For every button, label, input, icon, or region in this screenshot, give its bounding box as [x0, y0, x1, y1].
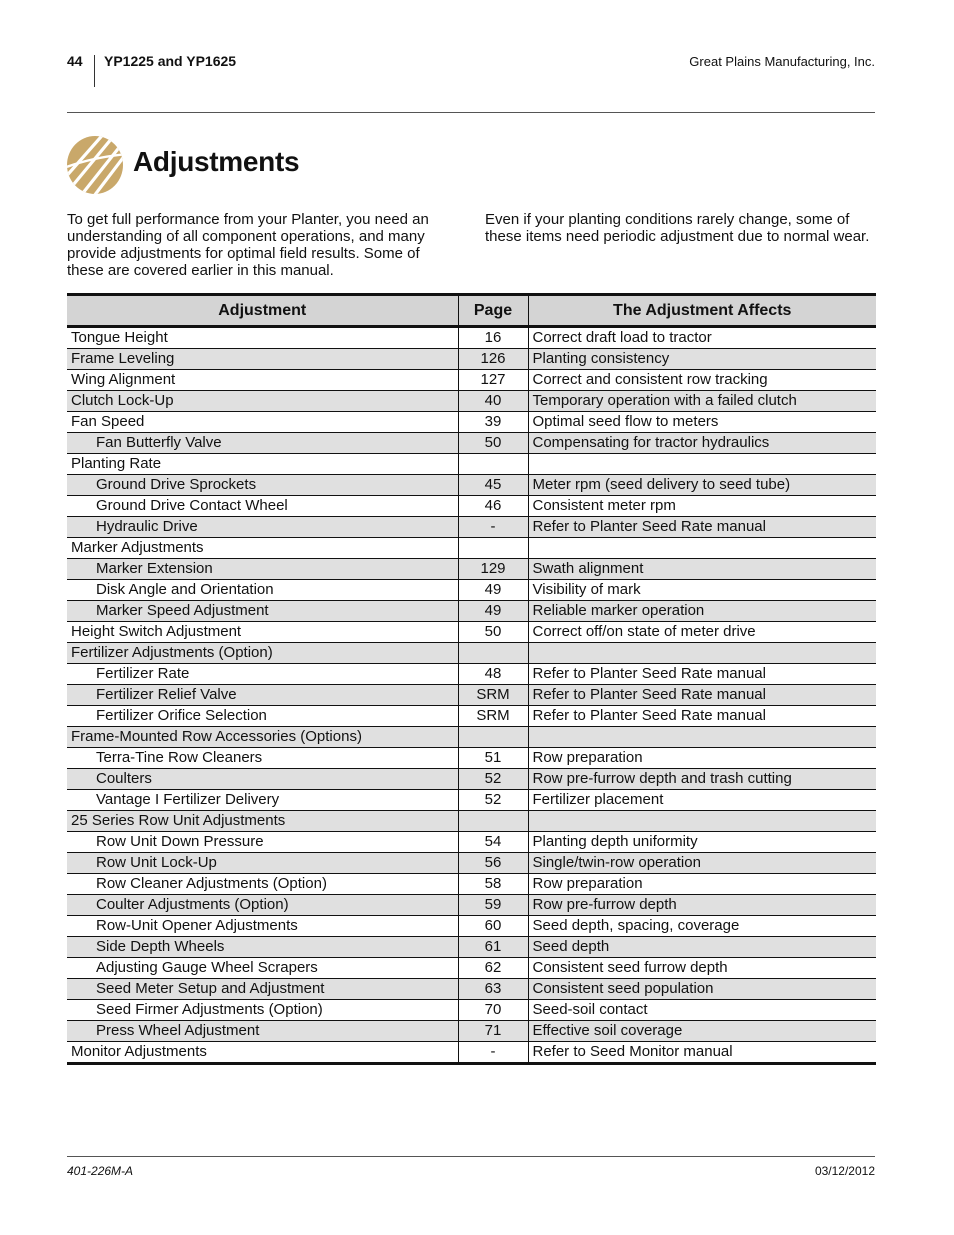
intro-right-paragraph: Even if your planting conditions rarely change, some of these items need periodic adjustment due to normal wear. — [485, 211, 870, 245]
page-cell: 60 — [458, 916, 528, 937]
column-header-affects: The Adjustment Affects — [528, 295, 876, 327]
column-header-page: Page — [458, 295, 528, 327]
affects-cell — [528, 727, 876, 748]
affects-cell: Row preparation — [528, 874, 876, 895]
page-cell: 63 — [458, 979, 528, 1000]
adjustment-cell: Disk Angle and Orientation — [67, 580, 458, 601]
table-row — [67, 454, 876, 475]
page-cell: 52 — [458, 769, 528, 790]
page-cell: 45 — [458, 475, 528, 496]
affects-cell: Reliable marker operation — [528, 601, 876, 622]
affects-cell: Seed-soil contact — [528, 1000, 876, 1021]
adjustment-cell: Row Unit Down Pressure — [67, 832, 458, 853]
affects-cell: Consistent meter rpm — [528, 496, 876, 517]
page-cell: 49 — [458, 580, 528, 601]
intro-left-paragraph: To get full performance from your Planter, you need an understanding of all component operations, and many provide adjustments for optimal field results. Some of these are covered earlier in this manual. — [67, 211, 429, 279]
table-row — [67, 496, 876, 517]
page-cell: 59 — [458, 895, 528, 916]
page-cell: 49 — [458, 601, 528, 622]
table-row — [67, 811, 876, 832]
table-row — [67, 748, 876, 769]
affects-cell — [528, 811, 876, 832]
adjustment-cell: Ground Drive Sprockets — [67, 475, 458, 496]
table-header-row — [67, 295, 876, 327]
footer-rule — [67, 1156, 875, 1157]
affects-cell: Single/twin-row operation — [528, 853, 876, 874]
adjustment-cell: Side Depth Wheels — [67, 937, 458, 958]
header-separator — [94, 55, 95, 87]
column-header-adjustment: Adjustment — [67, 295, 458, 327]
page-cell: 48 — [458, 664, 528, 685]
affects-cell: Correct off/on state of meter drive — [528, 622, 876, 643]
adjustment-cell: Coulter Adjustments (Option) — [67, 895, 458, 916]
adjustment-cell: Hydraulic Drive — [67, 517, 458, 538]
adjustment-cell: Wing Alignment — [67, 370, 458, 391]
adjustment-cell: Height Switch Adjustment — [67, 622, 458, 643]
adjustment-cell: Seed Meter Setup and Adjustment — [67, 979, 458, 1000]
table-row — [67, 349, 876, 370]
adjustment-cell: Clutch Lock-Up — [67, 391, 458, 412]
adjustment-cell: Frame Leveling — [67, 349, 458, 370]
affects-cell — [528, 538, 876, 559]
page-cell — [458, 643, 528, 664]
affects-cell: Planting depth uniformity — [528, 832, 876, 853]
adjustment-cell: Fertilizer Orifice Selection — [67, 706, 458, 727]
table-row — [67, 832, 876, 853]
affects-cell: Row pre-furrow depth — [528, 895, 876, 916]
affects-cell: Optimal seed flow to meters — [528, 412, 876, 433]
page-cell: 126 — [458, 349, 528, 370]
adjustment-cell: Marker Extension — [67, 559, 458, 580]
page-cell — [458, 727, 528, 748]
adjustment-cell: Row-Unit Opener Adjustments — [67, 916, 458, 937]
page-cell — [458, 454, 528, 475]
affects-cell: Swath alignment — [528, 559, 876, 580]
table-row — [67, 874, 876, 895]
table-row — [67, 643, 876, 664]
affects-cell — [528, 643, 876, 664]
table-row — [67, 622, 876, 643]
page-cell: 50 — [458, 622, 528, 643]
adjustments-table — [67, 293, 876, 1065]
table-row — [67, 370, 876, 391]
table-row — [67, 727, 876, 748]
affects-cell: Seed depth — [528, 937, 876, 958]
adjustment-cell: Row Cleaner Adjustments (Option) — [67, 874, 458, 895]
table-row — [67, 769, 876, 790]
affects-cell: Correct and consistent row tracking — [528, 370, 876, 391]
page-cell: 51 — [458, 748, 528, 769]
page-cell: 39 — [458, 412, 528, 433]
page-cell: 56 — [458, 853, 528, 874]
table-row — [67, 601, 876, 622]
page-cell: 129 — [458, 559, 528, 580]
table-row — [67, 706, 876, 727]
affects-cell: Seed depth, spacing, coverage — [528, 916, 876, 937]
adjustment-cell: Marker Speed Adjustment — [67, 601, 458, 622]
page-cell: 46 — [458, 496, 528, 517]
table-row — [67, 580, 876, 601]
adjustment-cell: Tongue Height — [71, 329, 168, 346]
affects-cell: Consistent seed population — [528, 979, 876, 1000]
page-cell — [458, 811, 528, 832]
page-cell: 50 — [458, 433, 528, 454]
page-cell: 70 — [458, 1000, 528, 1021]
table-row — [67, 1021, 876, 1042]
page-cell: 54 — [458, 832, 528, 853]
table-row — [67, 895, 876, 916]
page-number: 44 — [67, 53, 83, 69]
adjustment-cell: 25 Series Row Unit Adjustments — [67, 811, 458, 832]
affects-cell: Visibility of mark — [528, 580, 876, 601]
table-row — [67, 979, 876, 1000]
affects-cell: Consistent seed furrow depth — [528, 958, 876, 979]
great-plains-logo-icon — [67, 136, 123, 194]
table-row — [67, 1042, 876, 1064]
page-cell: 71 — [458, 1021, 528, 1042]
adjustment-cell: Adjusting Gauge Wheel Scrapers — [67, 958, 458, 979]
page-cell: 58 — [458, 874, 528, 895]
page-cell — [458, 538, 528, 559]
adjustment-cell: Fan Speed — [67, 412, 458, 433]
document-date: 03/12/2012 — [814, 1164, 875, 1178]
page-cell: SRM — [458, 685, 528, 706]
page-cell: 16 — [458, 327, 528, 349]
affects-cell: Refer to Planter Seed Rate manual — [528, 685, 876, 706]
adjustment-cell: Row Unit Lock-Up — [67, 853, 458, 874]
page-cell: 52 — [458, 790, 528, 811]
adjustment-cell: Monitor Adjustments — [67, 1042, 458, 1064]
page-cell: 61 — [458, 937, 528, 958]
adjustment-cell: Frame-Mounted Row Accessories (Options) — [67, 727, 458, 748]
document-id: 401-226M-A — [67, 1164, 134, 1178]
table-row — [67, 1000, 876, 1021]
model-title: YP1225 and YP1625 — [104, 53, 237, 69]
adjustment-cell: Fertilizer Adjustments (Option) — [67, 643, 458, 664]
affects-cell: Compensating for tractor hydraulics — [528, 433, 876, 454]
table-row — [67, 391, 876, 412]
affects-cell: Temporary operation with a failed clutch — [528, 391, 876, 412]
page-cell: 127 — [458, 370, 528, 391]
header-rule — [67, 112, 875, 113]
page-title: Adjustments — [133, 146, 300, 177]
company-name: Great Plains Manufacturing, Inc. — [689, 54, 875, 69]
affects-cell: Row preparation — [528, 748, 876, 769]
adjustment-cell: Ground Drive Contact Wheel — [67, 496, 458, 517]
adjustment-cell: Coulters — [67, 769, 458, 790]
adjustment-cell: Fan Butterfly Valve — [67, 433, 458, 454]
affects-cell: Row pre-furrow depth and trash cutting — [528, 769, 876, 790]
affects-cell: Refer to Planter Seed Rate manual — [528, 706, 876, 727]
table-row — [67, 685, 876, 706]
affects-cell: Fertilizer placement — [528, 790, 876, 811]
adjustment-cell: Planting Rate — [67, 454, 458, 475]
table-row — [67, 958, 876, 979]
adjustment-cell: Press Wheel Adjustment — [67, 1021, 458, 1042]
adjustment-cell: Fertilizer Rate — [67, 664, 458, 685]
table-row — [67, 853, 876, 874]
table-row — [67, 538, 876, 559]
adjustment-cell: Fertilizer Relief Valve — [67, 685, 458, 706]
table-row — [67, 916, 876, 937]
page-cell: SRM — [458, 706, 528, 727]
table-row — [67, 937, 876, 958]
adjustment-cell: Terra-Tine Row Cleaners — [67, 748, 458, 769]
table-row — [67, 790, 876, 811]
adjustment-cell: Marker Adjustments — [67, 538, 458, 559]
page-cell: 62 — [458, 958, 528, 979]
affects-cell: Correct draft load to tractor — [528, 327, 876, 349]
affects-cell: Refer to Seed Monitor manual — [528, 1042, 876, 1064]
page-cell: 40 — [458, 391, 528, 412]
table-row — [67, 327, 876, 349]
affects-cell: Effective soil coverage — [528, 1021, 876, 1042]
page-cell: - — [458, 517, 528, 538]
affects-cell — [528, 454, 876, 475]
table-row — [67, 412, 876, 433]
adjustment-cell: Vantage I Fertilizer Delivery — [67, 790, 458, 811]
adjustment-cell: Seed Firmer Adjustments (Option) — [67, 1000, 458, 1021]
table-row — [67, 475, 876, 496]
affects-cell: Refer to Planter Seed Rate manual — [528, 517, 876, 538]
affects-cell: Refer to Planter Seed Rate manual — [528, 664, 876, 685]
affects-cell: Planting consistency — [528, 349, 876, 370]
table-row — [67, 517, 876, 538]
page-cell: - — [458, 1042, 528, 1064]
table-row — [67, 559, 876, 580]
affects-cell: Meter rpm (seed delivery to seed tube) — [528, 475, 876, 496]
table-row — [67, 664, 876, 685]
table-row — [67, 433, 876, 454]
